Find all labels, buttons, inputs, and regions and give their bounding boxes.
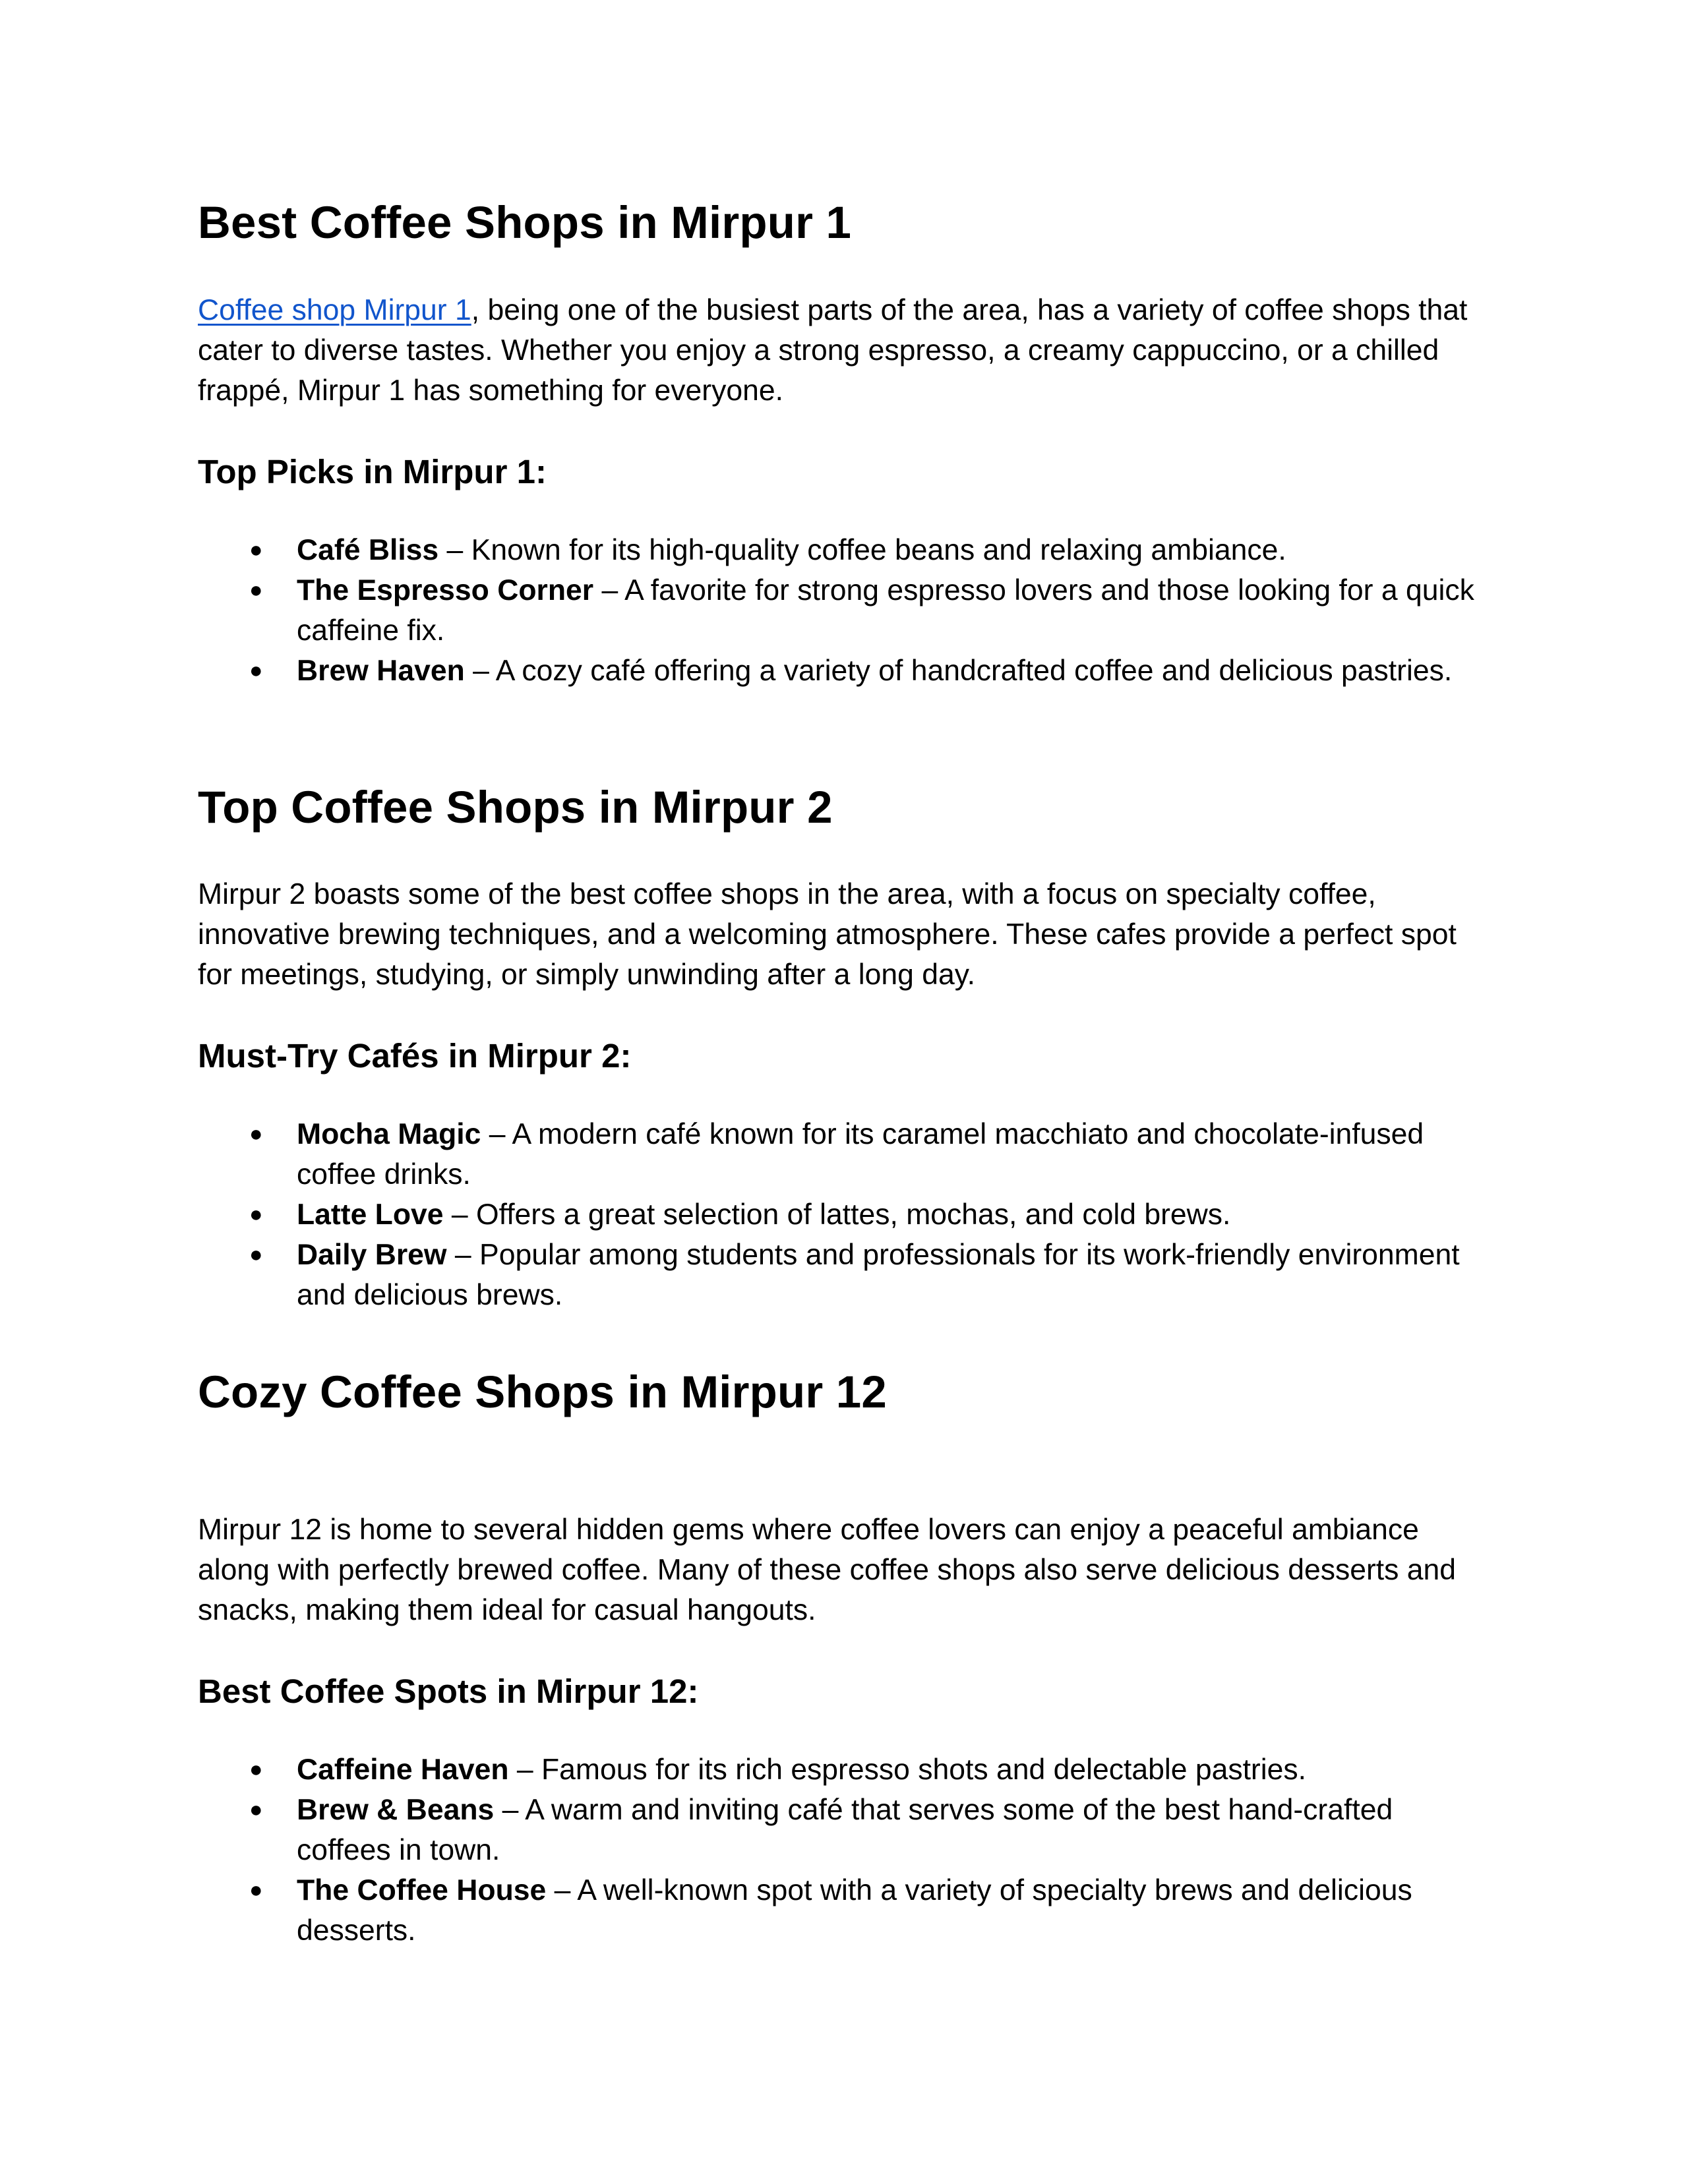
section-intro: Mirpur 2 boasts some of the best coffee shops in the area, with a focus on specialty coffee, innovative brewing techniques, and a welcoming atmosphere. These cafes provide a perfect spot for meetings, studying, or simply unwinding after a long day. <box>198 878 1457 991</box>
bullet-icon: ● <box>249 658 263 683</box>
section-heading: Top Coffee Shops in Mirpur 2 <box>198 782 833 833</box>
shop-description: – Famous for its rich espresso shots and delectable pastries. <box>508 1754 1306 1786</box>
shop-list <box>198 530 1490 691</box>
shop-name: Mocha Magic <box>297 1118 481 1150</box>
list-item <box>198 570 1490 651</box>
bullet-icon: ● <box>249 577 263 603</box>
shop-description: – A modern café known for its caramel macchiato and chocolate-infused coffee drinks. <box>297 1118 1424 1191</box>
list-item <box>198 530 1490 570</box>
list-item <box>198 1750 1490 1790</box>
section-subheading: Best Coffee Spots in Mirpur 12: <box>198 1672 699 1710</box>
list-item <box>198 1114 1490 1195</box>
shop-name: Daily Brew <box>297 1239 447 1271</box>
bullet-icon: ● <box>249 1202 263 1227</box>
shop-description: – A favorite for strong espresso lovers and those looking for a quick caffeine fix. <box>297 574 1474 647</box>
section-heading: Best Coffee Shops in Mirpur 1 <box>198 197 852 248</box>
bullet-icon: ● <box>249 1121 263 1146</box>
intro-text: , being one of the busiest parts of the area, has a variety of coffee shops that cater to diverse tastes. Whether you enjoy a strong espresso, a creamy cappuccino, or a chilled frappé, Mirpur 1 has something for everyone. <box>198 294 1468 407</box>
section-subheading: Must-Try Cafés in Mirpur 2: <box>198 1037 632 1075</box>
shop-name: Café Bliss <box>297 534 439 566</box>
list-item <box>198 1870 1490 1951</box>
shop-name: Brew Haven <box>297 655 465 687</box>
shop-description: – Popular among students and professionals for its work-friendly environment and delicious brews. <box>297 1239 1460 1311</box>
shop-name: Caffeine Haven <box>297 1754 509 1786</box>
list-item <box>198 651 1490 691</box>
section-intro <box>198 290 1490 411</box>
coffee-shop-mirpur-1-link[interactable]: Coffee shop Mirpur 1 <box>198 294 471 326</box>
bullet-icon: ● <box>249 1797 263 1822</box>
shop-name: Brew & Beans <box>297 1794 495 1826</box>
shop-description: – A cozy café offering a variety of handcrafted coffee and delicious pastries. <box>464 655 1453 687</box>
shop-description: – Known for its high-quality coffee beans and relaxing ambiance. <box>438 534 1286 566</box>
bullet-icon: ● <box>249 1757 263 1782</box>
shop-description: – Offers a great selection of lattes, mochas, and cold brews. <box>443 1198 1231 1231</box>
shop-list <box>198 1750 1490 1951</box>
list-item <box>198 1195 1490 1235</box>
shop-description: – A well-known spot with a variety of specialty brews and delicious desserts. <box>297 1874 1412 1947</box>
bullet-icon: ● <box>249 537 263 562</box>
shop-description: – A warm and inviting café that serves some of the best hand-crafted coffees in town. <box>297 1794 1393 1866</box>
bullet-icon: ● <box>249 1877 263 1903</box>
bullet-icon: ● <box>249 1242 263 1267</box>
list-item <box>198 1790 1490 1870</box>
section-intro: Mirpur 12 is home to several hidden gems where coffee lovers can enjoy a peaceful ambiance along with perfectly brewed coffee. Many of these coffee shops also serve delicious desserts and snacks, making them ideal for casual hangouts. <box>198 1514 1457 1626</box>
section-heading: Cozy Coffee Shops in Mirpur 12 <box>198 1367 887 1417</box>
shop-name: The Espresso Corner <box>297 574 594 606</box>
shop-name: The Coffee House <box>297 1874 547 1906</box>
shop-list <box>198 1114 1490 1315</box>
section-subheading: Top Picks in Mirpur 1: <box>198 453 547 490</box>
list-item <box>198 1235 1490 1315</box>
shop-name: Latte Love <box>297 1198 444 1231</box>
